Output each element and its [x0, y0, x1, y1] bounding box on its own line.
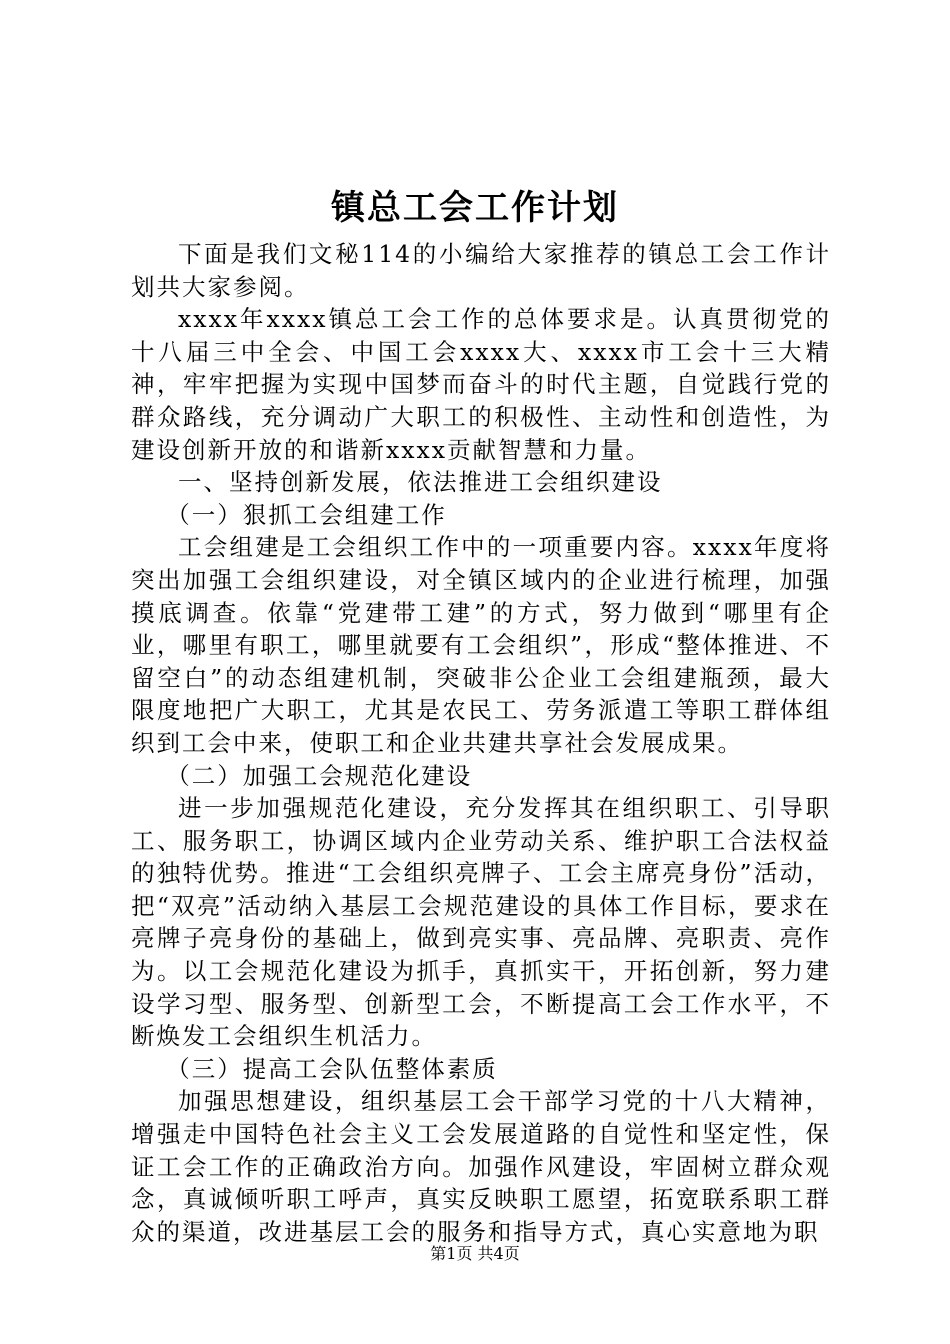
document-body	[131, 238, 831, 1248]
subsection-heading-3: （三）提高工会队伍整体素质	[166, 1054, 498, 1083]
page-footer: 第1页 共4页	[430, 1244, 520, 1263]
subsection-heading-2: （二）加强工会规范化建设	[166, 761, 473, 790]
intro-paragraph: 下面是我们文秘114的小编给大家推荐的镇总工会工作计划共大家参阅。	[131, 240, 831, 301]
subsection-3-paragraph: 加强思想建设，组织基层工会干部学习党的十八大精神，增强走中国特色社会主义工会发展道路的自觉性和坚定性，保证工会工作的正确政治方向。加强作风建设，牢固树立群众观念，真诚倾听职工呼声，真实反映职工愿望，拓宽联系职工群众的渠道，改进基层工会的服务和指导方式，真心实意地为职	[131, 1087, 831, 1246]
subsection-heading-1: （一）狠抓工会组建工作	[166, 500, 447, 529]
subsection-2-paragraph: 进一步加强规范化建设，充分发挥其在组织职工、引导职工、服务职工，协调区域内企业劳动关系、维护职工合法权益的独特优势。推进“工会组织亮牌子、工会主席亮身份”活动，把“双亮”活动纳入基层工会规范建设的具体工作目标，要求在亮牌子亮身份的基础上，做到亮实事、亮品牌、亮职责、亮作为。以工会规范化建设为抓手，真抓实干，开拓创新，努力建设学习型、服务型、创新型工会，不断提高工会工作水平，不断焕发工会组织生机活力。	[131, 794, 831, 1051]
subsection-1-paragraph: 工会组建是工会组织工作中的一项重要内容。xxxx年度将突出加强工会组织建设，对全镇区域内的企业进行梳理，加强摸底调查。依靠“党建带工建”的方式，努力做到“哪里有企业，哪里有职工，哪里就要有工会组织”，形成“整体推进、不留空白”的动态组建机制，突破非公企业工会组建瓶颈，最大限度地把广大职工，尤其是农民工、劳务派遣工等职工群体组织到工会中来，使职工和企业共建共享社会发展成果。	[131, 533, 831, 757]
section-heading-1: 一、坚持创新发展，依法推进工会组织建设	[178, 468, 663, 497]
document-title: 镇总工会工作计划	[331, 188, 619, 228]
overall-requirements-paragraph: xxxx年xxxx镇总工会工作的总体要求是。认真贯彻党的十八届三中全会、中国工会xxxx大、xxxx市工会十三大精神，牢牢把握为实现中国梦而奋斗的时代主题，自觉践行党的群众路线，充分调动广大职工的积极性、主动性和创造性，为建设创新开放的和谐新xxxx贡献智慧和力量。	[131, 305, 831, 464]
